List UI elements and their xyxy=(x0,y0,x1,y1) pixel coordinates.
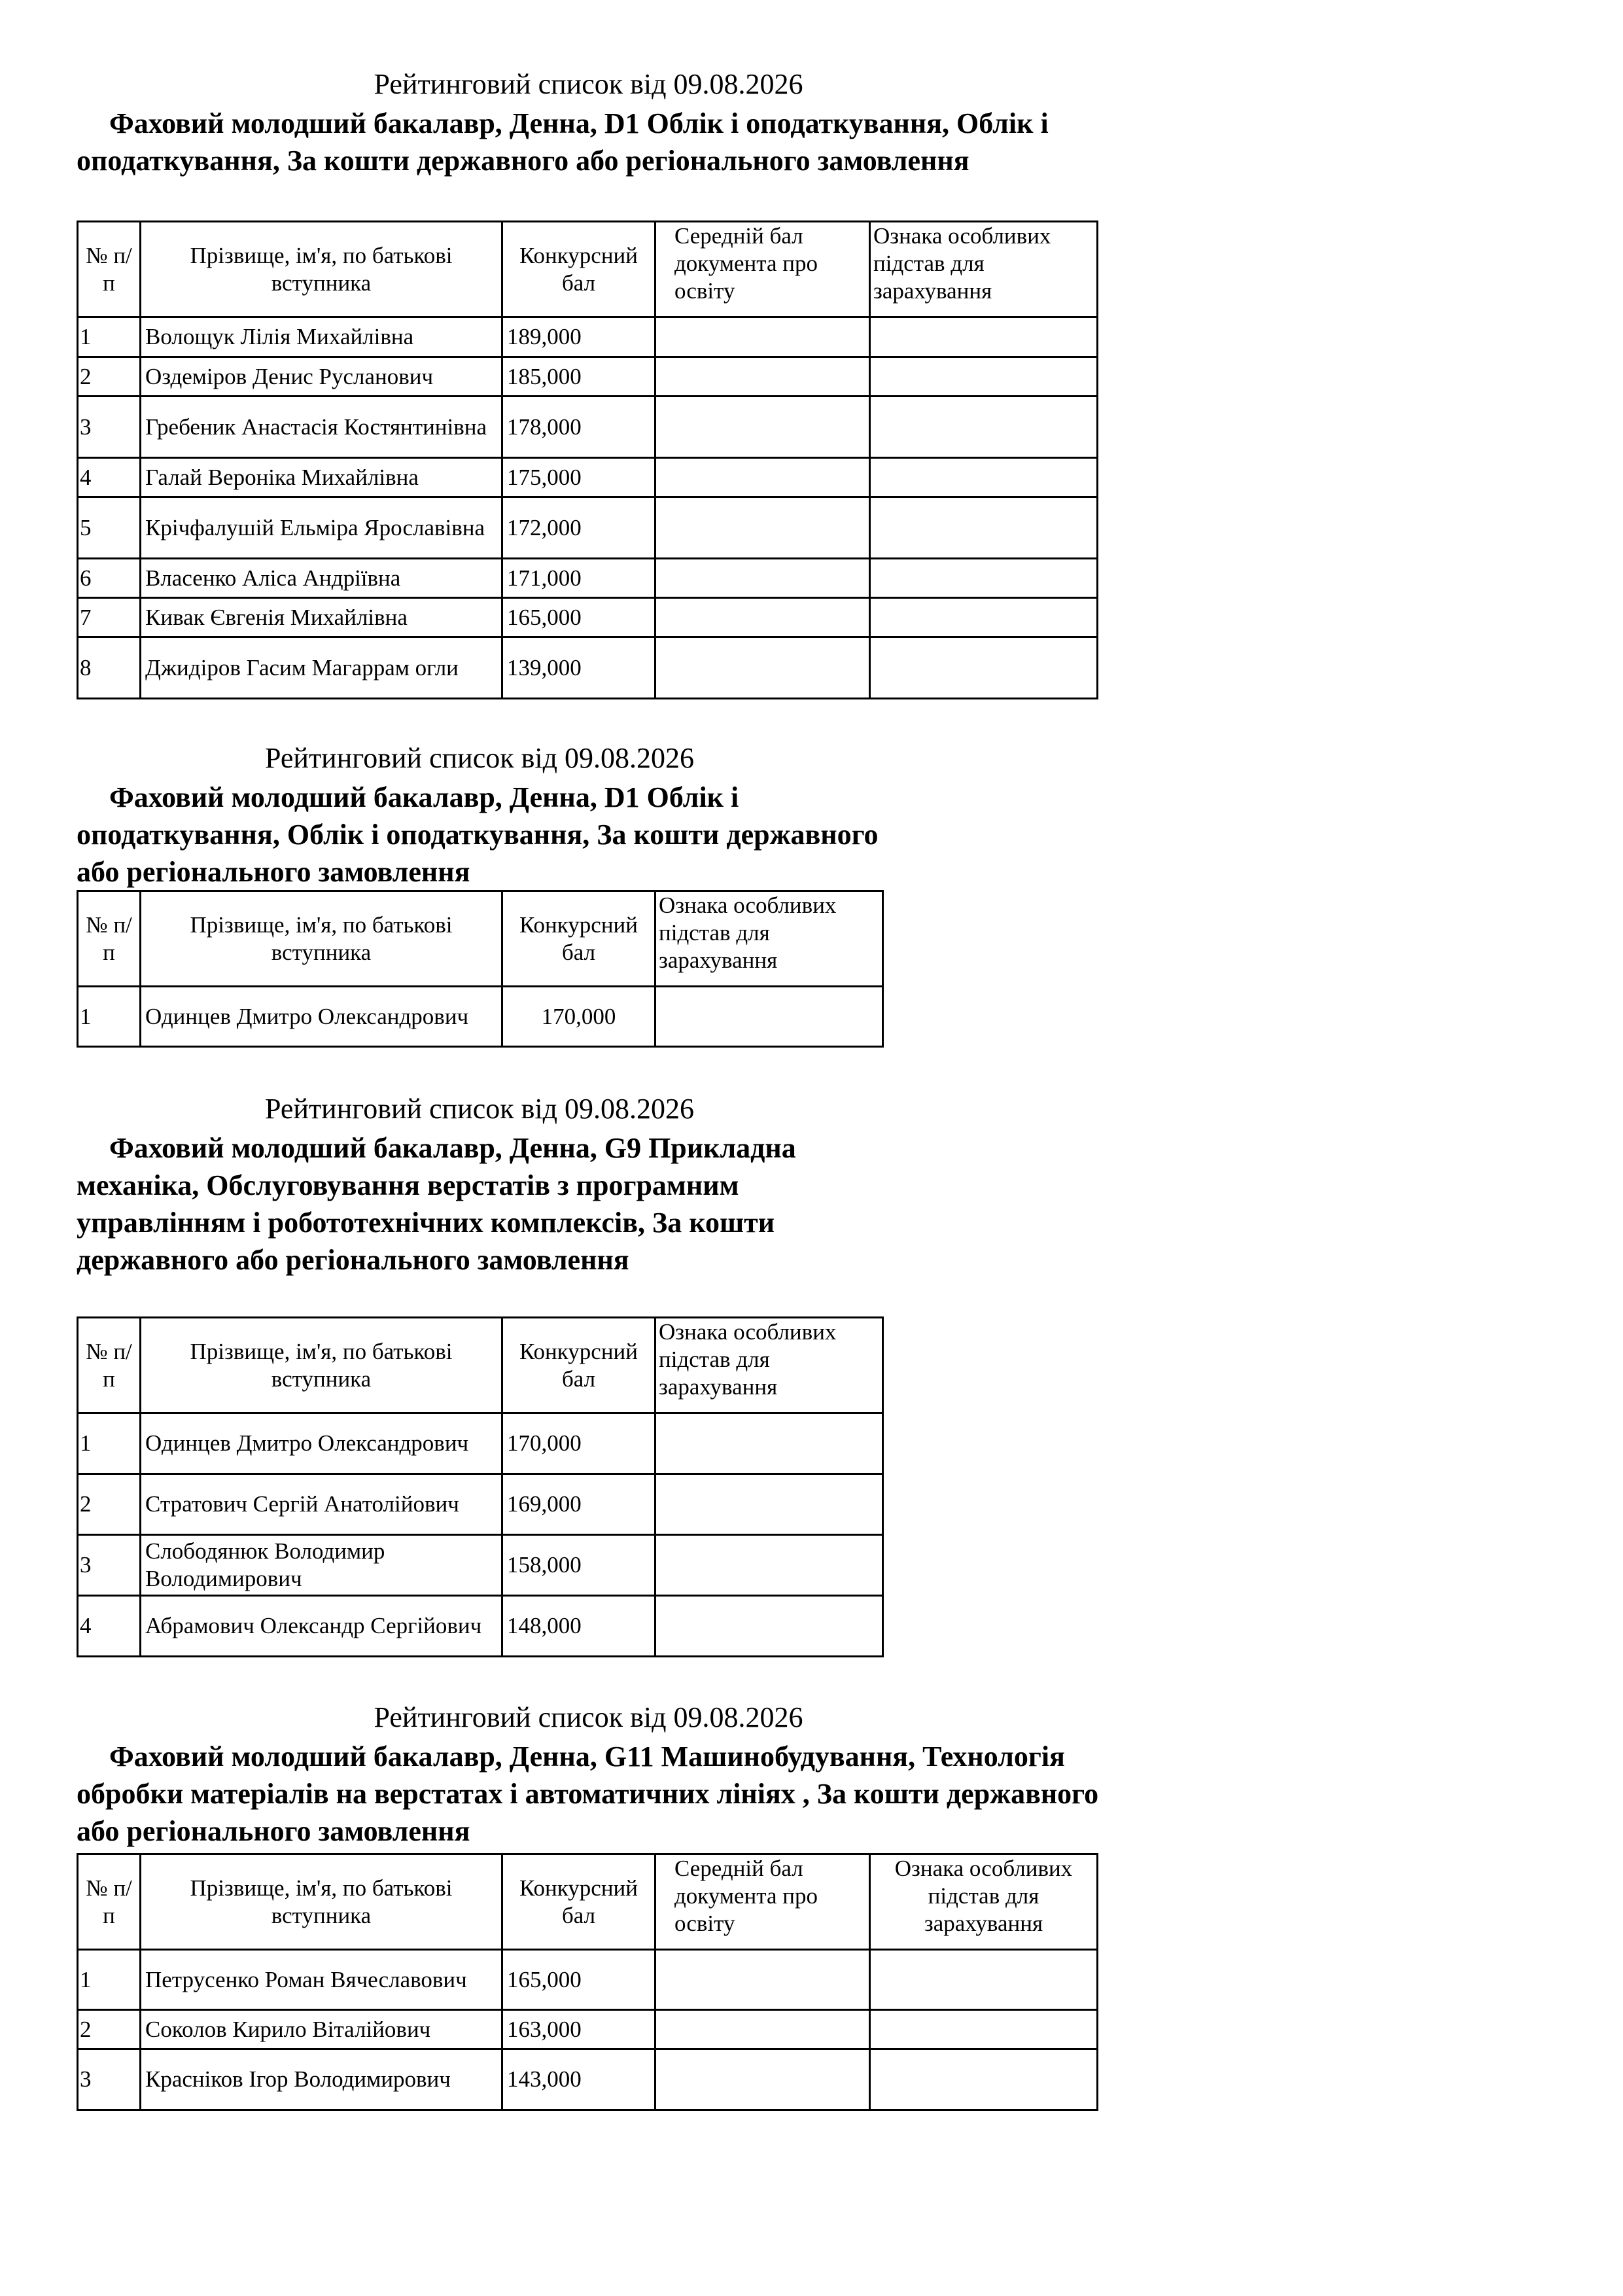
header-special: Ознака особливих підстав для зарахування xyxy=(655,891,883,987)
row-score: 185,000 xyxy=(502,357,655,397)
header-num: № п/п xyxy=(78,222,141,317)
section-subtitle: Фаховий молодший бакалавр, Денна, G9 Прикладна механіка, Обслуговування верстатів з програмним управлінням і робототехнічних комплексів, За кошти державного або регіонального замовлення xyxy=(77,1132,796,1276)
header-num: № п/п xyxy=(78,1318,141,1413)
row-name: Соколов Кирило Віталійович xyxy=(141,2010,502,2049)
row-score: 175,000 xyxy=(502,458,655,497)
row-special xyxy=(870,2010,1098,2049)
row-score: 165,000 xyxy=(502,598,655,637)
table-row xyxy=(78,317,1098,357)
row-avg xyxy=(655,1950,870,2010)
table-row xyxy=(78,397,1098,458)
header-score: Конкурсний бал xyxy=(502,1318,655,1413)
rating-table xyxy=(77,890,884,1048)
row-name: Одинцев Дмитро Олександрович xyxy=(141,1413,502,1474)
header-avg: Середній бал документа про освіту xyxy=(655,222,870,317)
row-avg xyxy=(655,598,870,637)
section-subtitle: Фаховий молодший бакалавр, Денна, D1 Облік і оподаткування, Облік і оподаткування, За кошти державного або регіонального замовлення xyxy=(77,781,879,888)
section-title: Рейтинговий список від 09.08.2026 xyxy=(374,68,803,100)
row-name: Крічфалушій Ельміра Ярославівна xyxy=(141,497,502,559)
row-special xyxy=(655,987,883,1047)
table-header-row xyxy=(78,891,883,987)
row-score: 178,000 xyxy=(502,397,655,458)
row-special xyxy=(870,637,1098,699)
header-name: Прізвище, ім'я, по батькові вступника xyxy=(141,222,502,317)
row-score: 165,000 xyxy=(502,1950,655,2010)
table-row xyxy=(78,1596,883,1657)
row-special xyxy=(655,1413,883,1474)
row-score: 163,000 xyxy=(502,2010,655,2049)
table-row xyxy=(78,598,1098,637)
header-score: Конкурсний бал xyxy=(502,891,655,987)
table-row xyxy=(78,357,1098,397)
row-num: 2 xyxy=(78,2010,141,2049)
row-name: Гребеник Анастасія Костянтинівна xyxy=(141,397,502,458)
header-special: Ознака особливих підстав для зарахування xyxy=(870,1854,1098,1950)
row-num: 7 xyxy=(78,598,141,637)
row-avg xyxy=(655,397,870,458)
row-num: 3 xyxy=(78,2049,141,2110)
row-name: Красніков Ігор Володимирович xyxy=(141,2049,502,2110)
table-row xyxy=(78,2010,1098,2049)
header-num: № п/п xyxy=(78,891,141,987)
row-score: 170,000 xyxy=(502,987,655,1047)
table-header-row xyxy=(78,1854,1098,1950)
row-name: Джидіров Гасим Магаррам огли xyxy=(141,637,502,699)
row-score: 143,000 xyxy=(502,2049,655,2110)
row-score: 158,000 xyxy=(502,1535,655,1596)
row-avg xyxy=(655,317,870,357)
row-score: 170,000 xyxy=(502,1413,655,1474)
header-avg: Середній бал документа про освіту xyxy=(655,1854,870,1950)
rating-table xyxy=(77,1853,1098,2111)
row-special xyxy=(870,559,1098,598)
header-score: Конкурсний бал xyxy=(502,222,655,317)
table-row xyxy=(78,1535,883,1596)
section-subtitle: Фаховий молодший бакалавр, Денна, D1 Облік і оподаткування, Облік і оподаткування, За кошти державного або регіонального замовлення xyxy=(77,107,1049,177)
table-row xyxy=(78,559,1098,598)
row-special xyxy=(870,2049,1098,2110)
row-num: 5 xyxy=(78,497,141,559)
row-num: 8 xyxy=(78,637,141,699)
row-name: Петрусенко Роман Вячеславович xyxy=(141,1950,502,2010)
row-avg xyxy=(655,559,870,598)
section-subtitle: Фаховий молодший бакалавр, Денна, G11 Машинобудування, Технологія обробки матеріалів на верстатах і автоматичних лініях , За кошти державного або регіонального замовлення xyxy=(77,1740,1099,1847)
row-avg xyxy=(655,637,870,699)
table-row xyxy=(78,1413,883,1474)
row-num: 2 xyxy=(78,357,141,397)
section-title: Рейтинговий список від 09.08.2026 xyxy=(374,1701,803,1733)
table-row xyxy=(78,2049,1098,2110)
row-name: Стратович Сергій Анатолійович xyxy=(141,1474,502,1535)
section-title: Рейтинговий список від 09.08.2026 xyxy=(264,742,695,774)
header-num: № п/п xyxy=(78,1854,141,1950)
row-num: 4 xyxy=(78,458,141,497)
row-special xyxy=(870,317,1098,357)
table-row xyxy=(78,987,883,1047)
header-name: Прізвище, ім'я, по батькові вступника xyxy=(141,1318,502,1413)
row-special xyxy=(870,397,1098,458)
row-avg xyxy=(655,357,870,397)
row-num: 1 xyxy=(78,987,141,1047)
row-score: 139,000 xyxy=(502,637,655,699)
header-name: Прізвище, ім'я, по батькові вступника xyxy=(141,1854,502,1950)
row-num: 1 xyxy=(78,317,141,357)
row-special xyxy=(870,357,1098,397)
header-special: Ознака особливих підстав для зарахування xyxy=(870,222,1098,317)
row-num: 3 xyxy=(78,1535,141,1596)
row-avg xyxy=(655,2010,870,2049)
row-score: 172,000 xyxy=(502,497,655,559)
row-num: 1 xyxy=(78,1413,141,1474)
table-row xyxy=(78,458,1098,497)
rating-table xyxy=(77,1316,884,1657)
row-special xyxy=(870,458,1098,497)
row-num: 2 xyxy=(78,1474,141,1535)
row-name: Одинцев Дмитро Олександрович xyxy=(141,987,502,1047)
row-score: 171,000 xyxy=(502,559,655,598)
row-num: 1 xyxy=(78,1950,141,2010)
row-name: Слободянюк Володимир Володимирович xyxy=(141,1535,502,1596)
row-special xyxy=(870,598,1098,637)
table-header-row xyxy=(78,1318,883,1413)
row-name: Кивак Євгенія Михайлівна xyxy=(141,598,502,637)
rating-table xyxy=(77,221,1098,699)
row-score: 169,000 xyxy=(502,1474,655,1535)
table-row xyxy=(78,497,1098,559)
row-special xyxy=(870,1950,1098,2010)
table-row xyxy=(78,637,1098,699)
row-name: Галай Вероніка Михайлівна xyxy=(141,458,502,497)
row-score: 189,000 xyxy=(502,317,655,357)
row-num: 6 xyxy=(78,559,141,598)
row-special xyxy=(655,1474,883,1535)
section-title: Рейтинговий список від 09.08.2026 xyxy=(264,1093,695,1125)
header-name: Прізвище, ім'я, по батькові вступника xyxy=(141,891,502,987)
row-num: 4 xyxy=(78,1596,141,1657)
row-score: 148,000 xyxy=(502,1596,655,1657)
row-avg xyxy=(655,497,870,559)
row-num: 3 xyxy=(78,397,141,458)
row-special xyxy=(655,1596,883,1657)
row-avg xyxy=(655,2049,870,2110)
row-name: Оздеміров Денис Русланович xyxy=(141,357,502,397)
table-row xyxy=(78,1950,1098,2010)
table-header-row xyxy=(78,222,1098,317)
row-special xyxy=(655,1535,883,1596)
row-name: Абрамович Олександр Сергійович xyxy=(141,1596,502,1657)
row-avg xyxy=(655,458,870,497)
table-row xyxy=(78,1474,883,1535)
row-name: Власенко Аліса Андріївна xyxy=(141,559,502,598)
header-score: Конкурсний бал xyxy=(502,1854,655,1950)
header-special: Ознака особливих підстав для зарахування xyxy=(655,1318,883,1413)
row-name: Волощук Лілія Михайлівна xyxy=(141,317,502,357)
row-special xyxy=(870,497,1098,559)
